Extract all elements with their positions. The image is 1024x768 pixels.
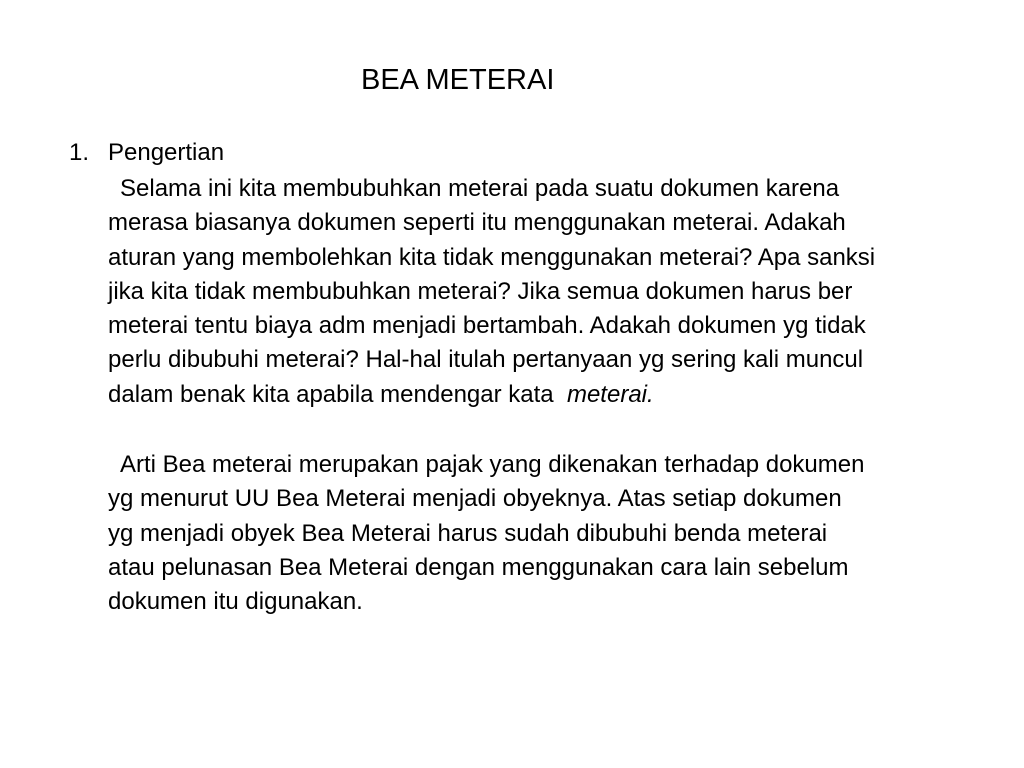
paragraph-line: meterai tentu biaya adm menjadi bertambah. Adakah dokumen yg tidak — [108, 312, 866, 340]
emphasized-word: meterai. — [566, 380, 654, 408]
paragraph-line-last — [108, 378, 1023, 412]
paragraph-line: perlu dibubuhi meterai? Hal-hal itulah pertanyaan yg sering kali muncul — [108, 346, 864, 374]
paragraph-line-text: dalam benak kita apabila mendengar kata — [108, 380, 567, 408]
paragraph-line: dokumen itu digunakan. — [108, 588, 363, 616]
paragraph-line: jika kita tidak membubuhkan meterai? Jika semua dokumen harus ber — [108, 277, 853, 305]
paragraph-line: Arti Bea meterai merupakan pajak yang dikenakan terhadap dokumen — [120, 451, 865, 478]
section-heading — [69, 136, 224, 170]
section-heading-text: Pengertian — [108, 139, 225, 166]
paragraph-arti — [108, 448, 1023, 619]
page-title: BEA METERAI — [361, 64, 555, 96]
paragraph-line: aturan yang membolehkan kita tidak menggunakan meterai? Apa sanksi — [108, 243, 876, 271]
paragraph-line: Selama ini kita membubuhkan meterai pada suatu dokumen karena — [120, 175, 840, 202]
paragraph-line: yg menurut UU Bea Meterai menjadi obyeknya. Atas setiap dokumen — [108, 485, 842, 513]
paragraph-pengertian — [108, 172, 1023, 412]
paragraph-line: atau pelunasan Bea Meterai dengan menggunakan cara lain sebelum — [108, 553, 849, 581]
section-number: 1. — [69, 139, 90, 166]
paragraph-line: merasa biasanya dokumen seperti itu menggunakan meterai. Adakah — [108, 209, 846, 237]
paragraph-line: yg menjadi obyek Bea Meterai harus sudah dibubuhi benda meterai — [108, 519, 828, 547]
